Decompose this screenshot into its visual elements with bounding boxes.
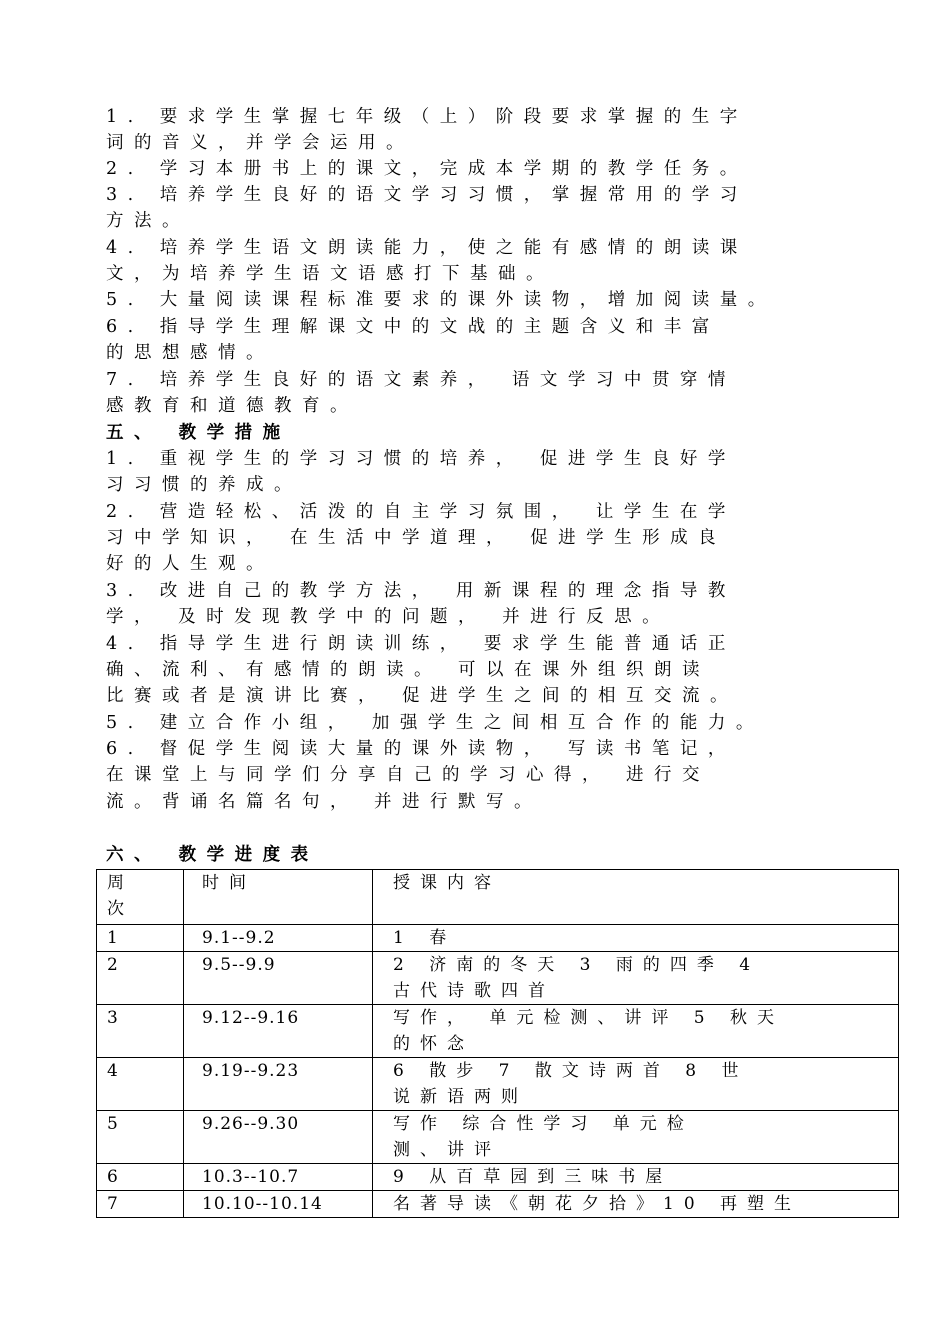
measure-line: 4. 指导学生进行朗读训练， 要求学生能普通话正 bbox=[106, 634, 736, 654]
content-cell: 6 散步 7 散文诗两首 8 世 说新语两则 bbox=[373, 1058, 899, 1111]
measure-line: 在课堂上与同学们分享自己的学习心得， 进行交 bbox=[106, 765, 711, 785]
week-cell: 5 bbox=[97, 1111, 184, 1164]
measure-line: 习习惯的养成。 bbox=[106, 475, 302, 495]
measure-line: 学， 及时发现教学中的问题， 并进行反思。 bbox=[106, 607, 671, 627]
goal-line: 5. 大量阅读课程标准要求的课外读物，增加阅读量。 bbox=[106, 290, 776, 310]
content-cell: 写作， 单元检测、讲评 5 秋天 的怀念 bbox=[373, 1005, 899, 1058]
time-cell: 9.26--9.30 bbox=[184, 1111, 373, 1164]
section-heading: 六、 教学进度表 bbox=[106, 845, 319, 865]
measure-line: 2. 营造轻松、活泼的自主学习氛围， 让学生在学 bbox=[106, 502, 736, 522]
goal-line: 2. 学习本册书上的课文，完成本学期的教学任务。 bbox=[106, 159, 748, 179]
measure-line: 5. 建立合作小组， 加强学生之间相互合作的能力。 bbox=[106, 713, 764, 733]
measure-line: 1. 重视学生的学习习惯的培养， 促进学生良好学 bbox=[106, 449, 736, 469]
table-header-row bbox=[97, 870, 899, 925]
measure-line: 好的人生观。 bbox=[106, 554, 274, 574]
goal-line: 1. 要求学生掌握七年级（上）阶段要求掌握的生字 bbox=[106, 107, 748, 127]
content-cell: 1 春 bbox=[373, 925, 899, 952]
goal-line: 词的音义，并学会运用。 bbox=[106, 133, 414, 153]
goal-line: 3. 培养学生良好的语文学习习惯，掌握常用的学习 bbox=[106, 185, 748, 205]
time-cell: 9.19--9.23 bbox=[184, 1058, 373, 1111]
time-cell: 9.5--9.9 bbox=[184, 952, 373, 1005]
goal-line: 6. 指导学生理解课文中的文战的主题含义和丰富 bbox=[106, 317, 720, 337]
measure-line: 确、流利、有感情的朗读。 可以在课外组织朗读 bbox=[106, 660, 711, 680]
table-row bbox=[97, 1111, 899, 1164]
measure-line: 3. 改进自己的教学方法， 用新课程的理念指导教 bbox=[106, 581, 736, 601]
time-cell: 9.12--9.16 bbox=[184, 1005, 373, 1058]
table-row bbox=[97, 1164, 899, 1191]
goal-line: 7. 培养学生良好的语文素养， 语文学习中贯穿情 bbox=[106, 370, 736, 390]
section-heading: 五、 教学措施 bbox=[106, 423, 291, 443]
week-cell: 6 bbox=[97, 1164, 184, 1191]
measure-line: 流。背诵名篇名句， 并进行默写。 bbox=[106, 792, 543, 812]
header-time: 时间 bbox=[184, 870, 373, 925]
week-cell: 7 bbox=[97, 1191, 184, 1218]
week-cell: 2 bbox=[97, 952, 184, 1005]
content-cell: 写作 综合性学习 单元检 测、讲评 bbox=[373, 1111, 899, 1164]
goal-line: 的思想感情。 bbox=[106, 343, 274, 363]
week-cell: 4 bbox=[97, 1058, 184, 1111]
goal-line: 感教育和道德教育。 bbox=[106, 396, 358, 416]
week-cell: 3 bbox=[97, 1005, 184, 1058]
content-cell: 名著导读《朝花夕拾》10 再塑生 bbox=[373, 1191, 899, 1218]
time-cell: 9.1--9.2 bbox=[184, 925, 373, 952]
schedule-table bbox=[96, 869, 899, 1218]
table-row bbox=[97, 1191, 899, 1218]
measure-line: 比赛或者是演讲比赛， 促进学生之间的相互交流。 bbox=[106, 686, 739, 706]
table-row bbox=[97, 1005, 899, 1058]
table-row bbox=[97, 925, 899, 952]
content-cell: 9 从百草园到三味书屋 bbox=[373, 1164, 899, 1191]
header-week: 周 次 bbox=[97, 870, 184, 925]
time-cell: 10.3--10.7 bbox=[184, 1164, 373, 1191]
goal-line: 方法。 bbox=[106, 211, 190, 231]
table-row bbox=[97, 952, 899, 1005]
measure-line: 6. 督促学生阅读大量的课外读物， 写读书笔记， bbox=[106, 739, 736, 759]
time-cell: 10.10--10.14 bbox=[184, 1191, 373, 1218]
measure-line: 习中学知识， 在生活中学道理， 促进学生形成良 bbox=[106, 528, 727, 548]
goal-line: 文，为培养学生语文语感打下基础。 bbox=[106, 264, 554, 284]
content-cell: 2 济南的冬天 3 雨的四季 4 古代诗歌四首 bbox=[373, 952, 899, 1005]
week-cell: 1 bbox=[97, 925, 184, 952]
table-row bbox=[97, 1058, 899, 1111]
header-content: 授课内容 bbox=[373, 870, 899, 925]
goal-line: 4. 培养学生语文朗读能力，使之能有感情的朗读课 bbox=[106, 238, 748, 258]
